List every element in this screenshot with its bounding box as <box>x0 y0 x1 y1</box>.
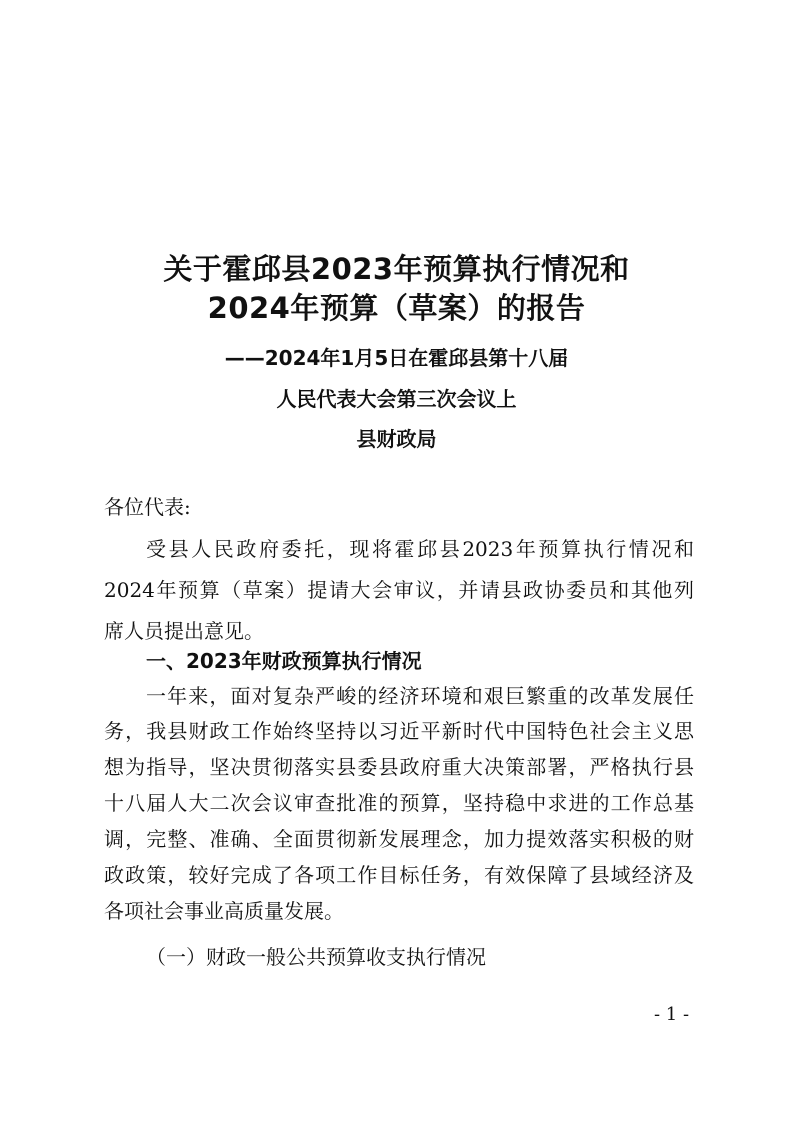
intro-line-1: 受县人民政府委托，现将霍邱县2023年预算执行情况和 <box>146 537 694 561</box>
report-title-line-1: 关于霍邱县2023年预算执行情况和 <box>163 252 630 286</box>
body-line-5: 调，完整、准确、全面贯彻新发展理念，加力提效落实积极的财 <box>104 827 694 851</box>
report-subtitle-line-1: ——2024年1月5日在霍邱县第十八届 <box>224 346 569 370</box>
report-author: 县财政局 <box>356 427 437 451</box>
intro-line-2: 2024年预算（草案）提请大会审议，并请县政协委员和其他列 <box>104 578 694 602</box>
body-line-7: 各项社会事业高质量发展。 <box>104 899 344 923</box>
body-line-2: 务，我县财政工作始终坚持以习近平新时代中国特色社会主义思 <box>104 719 694 743</box>
section-heading-1: 一、2023年财政预算执行情况 <box>146 649 422 673</box>
body-line-6: 政政策，较好完成了各项工作目标任务，有效保障了县域经济及 <box>104 863 694 887</box>
page-number: - 1 - <box>654 1004 690 1025</box>
report-title-line-2: 2024年预算（草案）的报告 <box>207 291 586 325</box>
body-line-3: 想为指导，坚决贯彻落实县委县政府重大决策部署，严格执行县 <box>104 755 694 779</box>
body-line-4: 十八届人大二次会议审查批准的预算，坚持稳中求进的工作总基 <box>104 791 694 815</box>
salutation: 各位代表: <box>104 495 191 519</box>
intro-line-3: 席人员提出意见。 <box>104 619 264 643</box>
body-line-1: 一年来，面对复杂严峻的经济环境和艰巨繁重的改革发展任 <box>146 684 694 708</box>
report-subtitle-line-2: 人民代表大会第三次会议上 <box>276 387 517 411</box>
subsection-heading-1: （一）财政一般公共预算收支执行情况 <box>146 945 486 969</box>
